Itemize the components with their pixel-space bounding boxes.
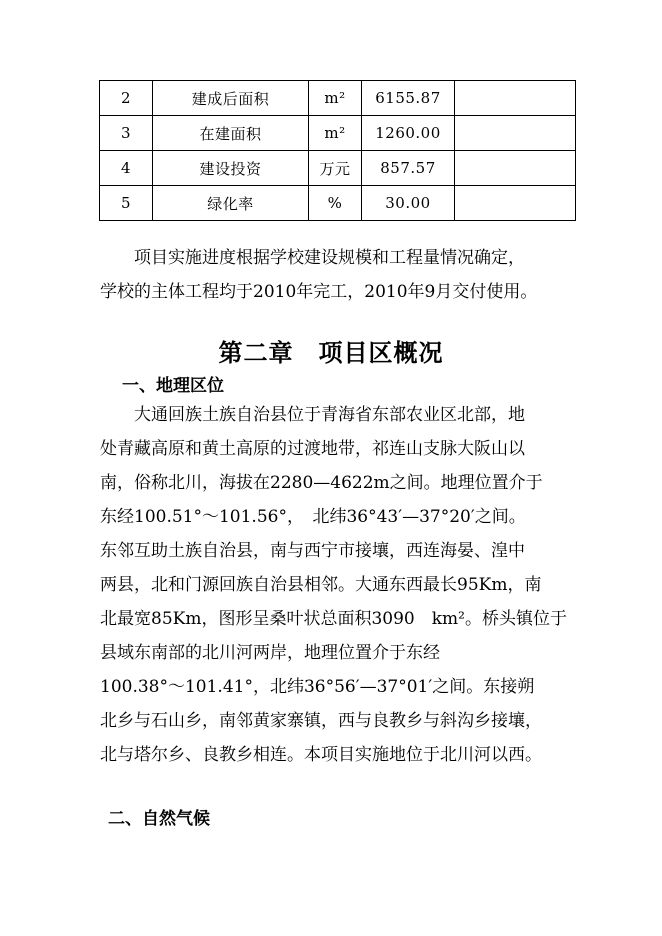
text-line: 南，俗称北川，海拔在2280—4622m之间。地理位置介于 [100,473,543,493]
row-note [455,81,576,116]
row-note [455,151,576,186]
text-line: 两县，北和门源回族自治县相邻。大通东西最长95Km，南 [100,575,542,595]
row-note [455,186,576,221]
table-row [100,81,576,116]
text-line: 东经100.51°～101.56°， 北纬36°43′—37°20′之间。 [100,507,526,527]
table-row [100,186,576,221]
row-item: 建成后面积 [153,81,309,116]
text-line: 东邻互助土族自治县，南与西宁市接壤，西连海晏、湟中 [100,541,525,561]
section-heading-climate: 二、自然气候 [108,809,210,829]
text-line: 北乡与石山乡，南邻黄家寨镇，西与良教乡与斜沟乡接壤， [100,711,542,731]
chapter-title: 第二章 项目区概况 [218,338,444,367]
location-paragraph [100,398,570,772]
table-row [100,151,576,186]
text-line: 学校的主体工程均于2010年完工，2010年9月交付使用。 [100,282,538,302]
text-line: 项目实施进度根据学校建设规模和工程量情况确定， [100,248,525,268]
row-unit: m² [309,81,362,116]
row-item: 建设投资 [153,151,309,186]
text-line: 县域东南部的北川河两岸，地理位置介于东经 [100,643,440,663]
section-heading-location: 一、地理区位 [122,376,224,396]
text-line: 处青藏高原和黄土高原的过渡地带，祁连山支脉大阪山以 [100,439,525,459]
project-data-table [99,80,576,221]
row-note [455,116,576,151]
row-number: 2 [100,81,153,116]
row-unit: 万元 [309,151,362,186]
row-value: 1260.00 [362,116,455,151]
intro-paragraph [100,241,570,309]
text-line: 100.38°～101.41°，北纬36°56′—37°01′之间。东接朔 [100,677,535,697]
text-line: 北与塔尔乡、良教乡相连。本项目实施地位于北川河以西。 [100,745,542,765]
row-number: 4 [100,151,153,186]
row-value: 6155.87 [362,81,455,116]
row-number: 3 [100,116,153,151]
text-line: 北最宽85Km，图形呈桑叶状总面积3090 km²。桥头镇位于 [100,609,567,629]
row-item: 在建面积 [153,116,309,151]
row-unit: % [309,186,362,221]
table-row [100,116,576,151]
row-number: 5 [100,186,153,221]
row-value: 857.57 [362,151,455,186]
row-unit: m² [309,116,362,151]
row-value: 30.00 [362,186,455,221]
text-line: 大通回族土族自治县位于青海省东部农业区北部，地 [100,405,525,425]
row-item: 绿化率 [153,186,309,221]
